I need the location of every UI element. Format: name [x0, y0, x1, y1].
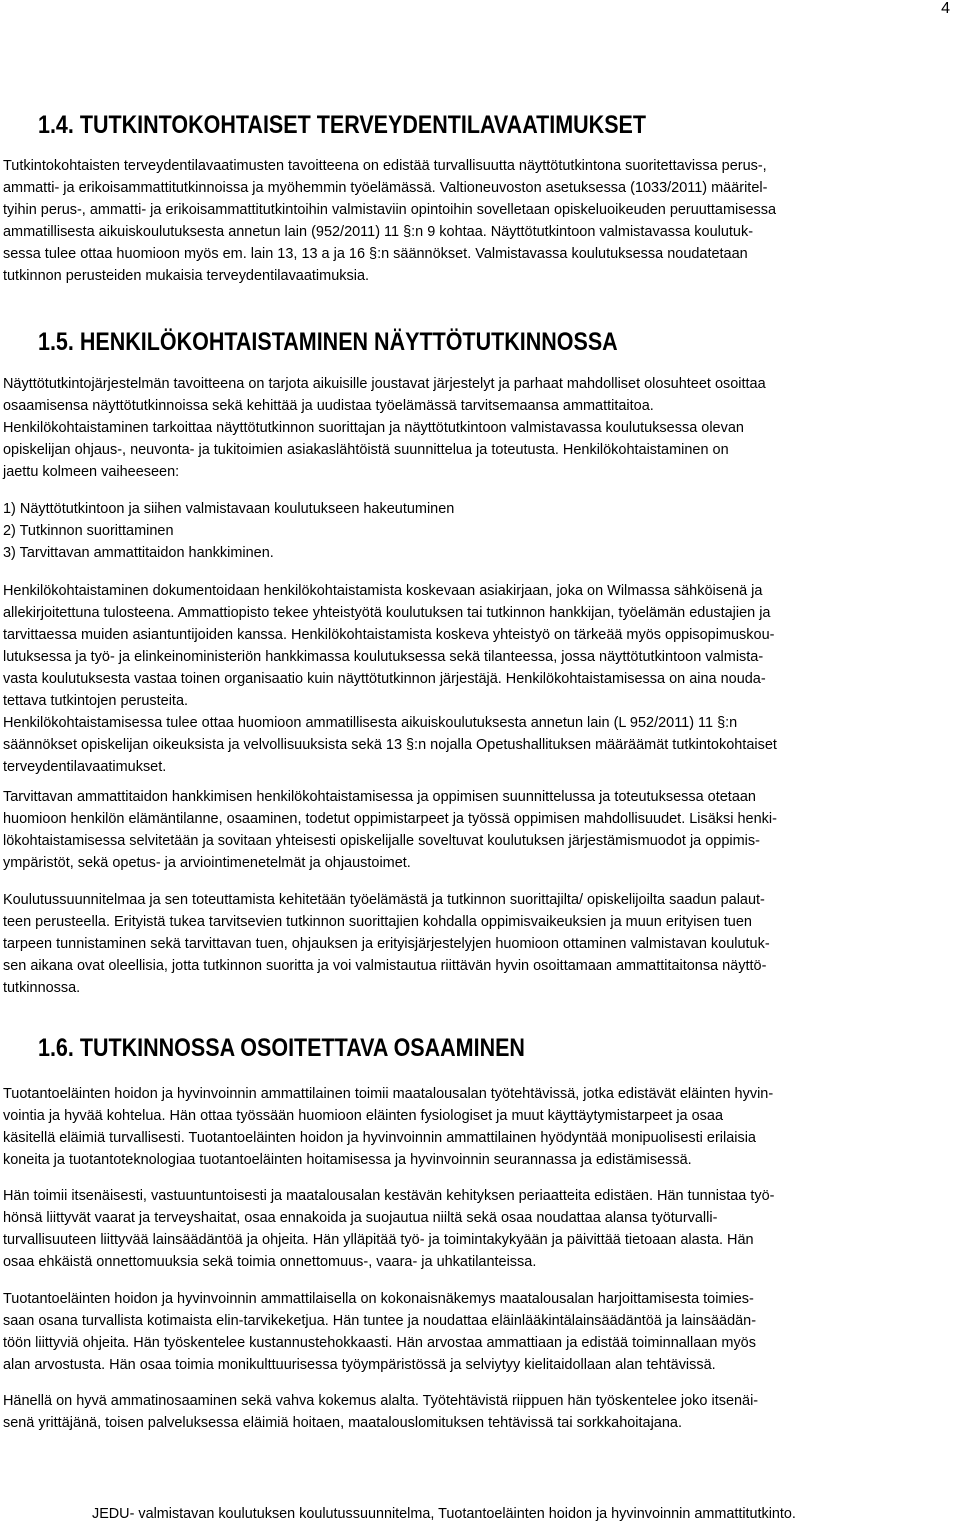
section-1-6-paragraph-2 [0, 1185, 960, 1273]
text-line: säännökset opiskelijan oikeuksista ja velvollisuuksista sekä 13 §:n nojalla Opetushallituksen määräämät tutkintokohtaiset [2, 737, 777, 753]
text-line: töön liittyviä ohjeita. Hän työskentelee kustannustehokkaasti. Hän arvostaa ammattiaan ja edistää toiminnallaan myös [2, 1335, 756, 1351]
text-line: Hänellä on hyvä ammatinosaaminen sekä vahva kokemus alalta. Työtehtävistä riippuen hän työskentelee joko itsenäi- [2, 1393, 759, 1409]
text-line: Hän toimii itsenäisesti, vastuuntuntoisesti ja maatalousalan kestävän kehityksen periaatteita edistäen. Hän tunnistaa työ- [2, 1188, 775, 1204]
text-line: terveydentilavaatimukset. [2, 759, 167, 775]
text-line: lutuksessa ja työ- ja elinkeinoministeriön hankkimassa koulutuksessa sekä tilanteessa, jossa näyttötutkintoon valmista- [2, 649, 764, 665]
section-1-5-paragraph-4 [0, 889, 960, 999]
text-line: tarvittaessa muiden asiantuntijoiden kanssa. Henkilökohtaistamista koskeva yhteistyö on tärkeää myös oppisopimuskou- [2, 627, 775, 643]
section-1-6-paragraph-1 [0, 1083, 960, 1171]
page-footer: JEDU- valmistavan koulutuksen koulutussuunnitelma, Tuotantoeläinten hoidon ja hyvinvoinnin ammattitutkinto. [92, 1506, 796, 1522]
text-line: tutkinnossa. [2, 980, 81, 996]
section-1-5-paragraph-3 [0, 786, 960, 874]
text-line: Koulutussuunnitelmaa ja sen toteuttamista kehitetään työelämästä ja tutkinnon suorittajilta/ opiskelijoilta saadun palaut- [2, 892, 765, 908]
text-line: Tutkintokohtaisten terveydentilavaatimusten tavoitteena on edistää turvallisuutta näyttötutkintona suoritettavissa perus-, [2, 158, 767, 174]
text-line: alan arvostusta. Hän osaa toimia monikulttuurisessa työympäristössä ja selviytyy kielitaidollaan alan tehtävissä. [2, 1357, 716, 1373]
text-line: tutkinnon perusteiden mukaisia terveydentilavaatimuksia. [2, 268, 370, 284]
list-item: 3) Tarvittavan ammattitaidon hankkiminen. [2, 545, 274, 561]
text-line: käsitellä eläimiä turvallisesti. Tuotantoeläinten hoidon ja hyvinvoinnin ammattilainen hyödyntää monipuolisesti erilaisia [2, 1130, 756, 1146]
text-line: tarpeen tunnistaminen sekä tarvittavan tuen, ohjauksen ja erityisjärjestelyjen huomioon ottaminen valmistavan koulutuk- [2, 936, 770, 952]
section-heading-1-5: 1.5. HENKILÖKOHTAISTAMINEN NÄYTTÖTUTKINNOSSA [38, 328, 618, 356]
text-line: Henkilökohtaistaminen tarkoittaa näyttötutkinnon suorittajan ja näyttötutkintoon valmistavassa koulutuksessa olevan [2, 420, 744, 436]
section-heading-1-4: 1.4. TUTKINTOKOHTAISET TERVEYDENTILAVAATIMUKSET [38, 111, 647, 139]
text-line: teen perusteella. Erityistä tukea tarvitsevien tutkinnon suorittajien kohdalla oppimisvaikeuksien ja muun erityisen tuen [2, 914, 752, 930]
page-number: 4 [941, 0, 950, 17]
text-line: Näyttötutkintojärjestelmän tavoitteena on tarjota aikuisille joustavat järjestelyt ja parhaat mahdolliset olosuhteet osoittaa [2, 376, 766, 392]
text-line: tettava tutkintojen perusteita. [2, 693, 189, 709]
section-1-5-paragraph-2 [0, 580, 960, 778]
section-heading-1-6: 1.6. TUTKINNOSSA OSOITETTAVA OSAAMINEN [38, 1034, 525, 1062]
text-line: lökohtaistamisessa selvitetään ja sovitaan yhteisesti opiskelijalle soveltuvat koulutuksen järjestämismuodot ja oppimis- [2, 833, 760, 849]
section-1-6-paragraph-4 [0, 1390, 960, 1434]
text-line: turvallisuuteen liittyvää lainsäädäntöä ja ohjeita. Hän ylläpitää työ- ja toimintakykyään ja päivittää tietoaan alasta. Hän [2, 1232, 754, 1248]
text-line: ammatti- ja erikoisammattitutkinnoissa ja myöhemmin työelämässä. Valtioneuvoston asetuksessa (1033/2011) määritel- [2, 180, 768, 196]
text-line: vasta koulutuksesta vastaa toinen organisaatio kuin näyttötutkinnon järjestäjä. Henkilökohtaistamisessa on aina nouda- [2, 671, 766, 687]
text-line: opiskelijan ohjaus-, neuvonta- ja tukitoimien asiakaslähtöistä suunnittelua ja toteutusta. Henkilökohtaistaminen on [2, 442, 729, 458]
text-line: Tarvittavan ammattitaidon hankkimisen henkilökohtaistamisessa ja oppimisen suunnittelussa ja toteutuksessa otetaan [2, 789, 756, 805]
text-line: Henkilökohtaistaminen dokumentoidaan henkilökohtaistamista koskevaan asiakirjaan, joka on Wilmassa sähköisenä ja [2, 583, 763, 599]
section-1-4-paragraph [0, 155, 960, 287]
text-line: hönsä liittyvät vaarat ja terveyshaitat, osaa ennakoida ja suojautua niiltä sekä osaa noudattaa alansa työturvalli- [2, 1210, 718, 1226]
text-line: sen aikana ovat oleellisia, jotta tutkinnon suoritta ja voi valmistautua riittävän hyvin osoittamaan ammattitaitonsa näyttö- [2, 958, 767, 974]
text-line: Henkilökohtaistamisessa tulee ottaa huomioon ammatillisesta aikuiskoulutuksesta annetun lain (L 952/2011) 11 §:n [2, 715, 738, 731]
list-item: 2) Tutkinnon suorittaminen [2, 523, 174, 539]
text-line: vointia ja hyvää kohtelua. Hän ottaa työssään huomioon eläinten fysiologiset ja muut käyttäytymistarpeet ja osaa [2, 1108, 724, 1124]
text-line: saan osana turvallista kotimaista elin-tarvikeketjua. Hän tuntee ja noudattaa eläinlääkintälainsäädäntöä ja lainsäädän- [2, 1313, 757, 1329]
text-line: koneita ja tuotantoteknologiaa tuotantoeläinten hoitamisessa ja hyvinvoinnin seurannassa ja edistämisessä. [2, 1152, 692, 1168]
text-line: Tuotantoeläinten hoidon ja hyvinvoinnin ammattilaisella on kokonaisnäkemys maatalousalan harjoittamisesta toimies- [2, 1291, 754, 1307]
text-line: tyihin perus-, ammatti- ja erikoisammattitutkintoihin valmistaviin opintoihin sovelletaan opiskeluoikeuden peruuttamisessa [2, 202, 777, 218]
list-item: 1) Näyttötutkintoon ja siihen valmistavaan koulutukseen hakeutuminen [2, 501, 455, 517]
text-line: sessa tulee ottaa huomioon myös em. lain 13, 13 a ja 16 §:n säännökset. Valmistavassa koulutuksessa noudatetaan [2, 246, 748, 262]
text-line: Tuotantoeläinten hoidon ja hyvinvoinnin ammattilainen toimii maatalousalan työtehtävissä, jotka edistävät eläinten hyvin- [2, 1086, 774, 1102]
text-line: huomioon henkilön elämäntilanne, osaaminen, todetut oppimistarpeet ja työssä oppimisen mahdollisuudet. Lisäksi henki- [2, 811, 777, 827]
section-1-6-paragraph-3 [0, 1288, 960, 1376]
text-line: osaamisensa näyttötutkinnoissa sekä kehittää ja uudistaa työelämässä tarvitsemaansa ammattitaitoa. [2, 398, 654, 414]
text-line: senä yrittäjänä, toisen palveluksessa eläimiä hoitaen, maatalouslomituksen tehtävissä tai sorkkahoitajana. [2, 1415, 682, 1431]
section-1-5-paragraph-1 [0, 373, 960, 483]
text-line: jaettu kolmeen vaiheeseen: [2, 464, 180, 480]
phase-list [0, 498, 960, 564]
text-line: ammatillisesta aikuiskoulutuksesta annetun lain (952/2011) 11 §:n 9 kohtaa. Näyttötutkintoon valmistavassa koulutuk- [2, 224, 754, 240]
text-line: osaa ehkäistä onnettomuuksia sekä toimia onnettomuus-, vaara- ja uhkatilanteissa. [2, 1254, 537, 1270]
text-line: ympäristöt, sekä opetus- ja arviointimenetelmät ja ohjaustoimet. [2, 855, 411, 871]
text-line: allekirjoitettuna tulosteena. Ammattiopisto tekee yhteistyötä koulutuksen tai tutkinnon hankkijan, työelämän edustajien ja [2, 605, 771, 621]
